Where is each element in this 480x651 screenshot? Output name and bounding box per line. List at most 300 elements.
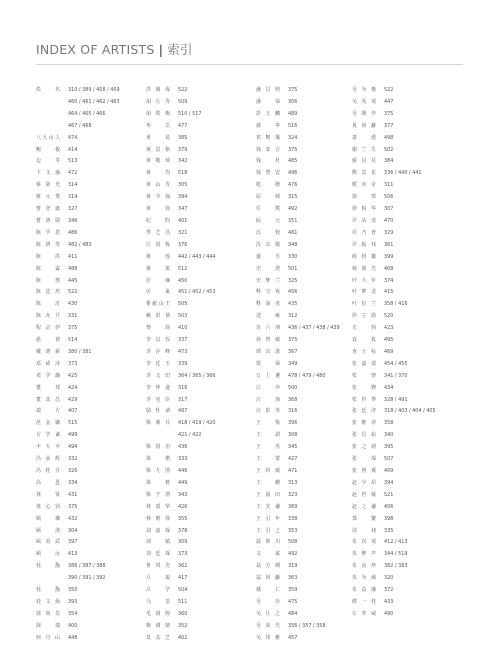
page-numbers: 521	[384, 491, 394, 498]
page-numbers: 369	[288, 503, 298, 510]
page-numbers: 307	[384, 206, 394, 213]
index-entry	[36, 406, 120, 418]
artist-name: 顾炎武	[36, 539, 60, 546]
page-numbers: 515	[68, 420, 78, 427]
index-entry	[146, 168, 216, 180]
page-numbers: 314	[68, 194, 78, 201]
artist-name: 陈洪	[36, 253, 60, 260]
index-entry	[146, 121, 216, 133]
artist-name: 万上遴	[256, 372, 280, 379]
page-numbers: 332	[68, 456, 78, 463]
artist-name: 梅调鼎	[146, 622, 170, 629]
index-column-2	[146, 85, 216, 645]
page-numbers: 481	[288, 229, 298, 236]
page-numbers: 512	[178, 265, 188, 272]
artist-name: 龚心钊	[36, 503, 60, 510]
artist-name: 蒋寓	[146, 265, 170, 272]
artist-name: 励杜讷	[146, 408, 170, 415]
index-entry	[146, 133, 216, 145]
page-numbers: 494	[68, 444, 78, 451]
artist-name: 孙智敏	[256, 337, 280, 344]
page-numbers: 411	[68, 253, 78, 260]
page-numbers: 418 / 419 / 420	[178, 420, 216, 427]
page-numbers: 407	[68, 408, 78, 415]
page-numbers: 400	[68, 622, 78, 629]
artist-name: 李存峰	[146, 348, 170, 355]
artist-name: 潘昌煦	[256, 87, 280, 93]
artist-name: 释深度	[256, 301, 280, 308]
index-entry	[146, 347, 216, 359]
artist-name: 尤钧	[352, 325, 376, 332]
index-entry	[36, 585, 120, 597]
page-numbers: 375	[384, 110, 394, 117]
index-entry	[352, 145, 436, 157]
index-entry	[352, 287, 436, 299]
index-entry	[36, 609, 120, 621]
page-numbers: 399	[384, 253, 394, 260]
page-numbers: 454 / 455	[384, 360, 408, 367]
artist-name: 冯桂芬	[36, 468, 60, 474]
artist-name: 郭尚先	[36, 610, 60, 617]
page-numbers: 464 / 465 / 466	[68, 110, 106, 117]
artist-name: 潘恭	[256, 98, 280, 105]
artist-name: 李宪臣	[146, 396, 170, 403]
artist-name: 鲁琪光	[146, 563, 170, 570]
artist-name: 蒋莲	[146, 253, 170, 260]
index-entry	[146, 383, 216, 395]
index-entry	[256, 335, 340, 347]
artist-name: 王先谦	[256, 503, 280, 510]
index-entry	[36, 168, 120, 180]
page-numbers: 469	[384, 348, 394, 355]
index-entry	[256, 180, 340, 192]
artist-name: 马荃	[146, 598, 170, 605]
index-entry	[256, 252, 340, 264]
page-numbers: 375	[68, 503, 78, 510]
page-numbers: 358	[384, 420, 394, 427]
page-numbers: 316	[288, 408, 298, 415]
index-entry	[256, 276, 340, 288]
artist-name: 陈允升	[36, 313, 60, 320]
page-numbers: 368	[288, 396, 298, 403]
index-entry	[146, 97, 216, 109]
page-numbers: 490	[384, 610, 394, 617]
artist-name: 王引之	[256, 527, 280, 534]
page-numbers: 345	[288, 444, 298, 451]
page-numbers: 338	[288, 515, 298, 522]
artist-name: 吕琨	[146, 575, 170, 582]
artist-name: 述庵	[256, 313, 280, 320]
page-numbers: 488	[68, 265, 78, 272]
index-entry	[36, 442, 120, 454]
index-entry	[256, 228, 340, 240]
index-entry	[256, 466, 340, 478]
index-entry	[146, 537, 216, 549]
page-numbers: 329	[384, 229, 394, 236]
index-entry	[352, 180, 436, 192]
artist-name: 陈璞	[36, 277, 60, 284]
artist-name: 吴伟雅	[256, 634, 280, 641]
artist-name: 梁楷	[146, 456, 170, 463]
page-numbers: 498	[384, 134, 394, 141]
page-numbers: 335	[384, 527, 394, 534]
artist-name: 梁梿	[146, 479, 170, 486]
artist-name: 顾璘	[36, 515, 60, 522]
page-numbers: 309	[178, 539, 188, 546]
page-numbers: 396	[288, 420, 298, 427]
artist-name: 彭玉麟	[256, 110, 280, 117]
page-numbers: 320	[384, 575, 394, 582]
index-entry	[256, 371, 340, 383]
page-numbers: 394	[178, 194, 188, 201]
page-numbers: 333	[178, 456, 188, 463]
page-numbers: 505	[178, 301, 188, 308]
index-entry	[352, 597, 436, 609]
artist-name: 赖洪禧	[146, 313, 170, 320]
index-entry	[256, 121, 340, 133]
header-rule	[36, 64, 463, 65]
index-entry	[352, 454, 436, 466]
artist-name: 居巢	[146, 289, 170, 296]
index-entry	[36, 299, 120, 311]
index-entry	[256, 430, 340, 442]
index-entry	[352, 514, 436, 526]
index-entry	[256, 156, 340, 168]
artist-name: 黄山寿	[146, 182, 170, 189]
page-numbers: 342	[178, 158, 188, 165]
index-entry	[352, 264, 436, 276]
page-numbers: 472	[68, 170, 78, 177]
index-entry	[36, 537, 120, 549]
index-entry	[352, 216, 436, 228]
page-numbers: 347	[178, 206, 188, 213]
artist-name: 熊亦奇	[352, 182, 376, 189]
index-entry	[36, 276, 120, 288]
artist-name: 赵少昂	[352, 479, 376, 486]
page-numbers: 414	[68, 146, 78, 153]
page-numbers: 393	[68, 598, 78, 605]
artist-name: 王鉴	[256, 420, 280, 427]
index-entry	[36, 252, 120, 264]
artist-name: 张之洞	[352, 444, 376, 451]
index-entry	[146, 609, 216, 621]
index-entry	[352, 442, 436, 454]
artist-name: 丰大卒	[36, 444, 60, 451]
index-entry	[146, 85, 216, 97]
artist-name: 桂馥	[36, 563, 60, 570]
index-entry	[146, 311, 216, 323]
index-entry	[256, 287, 340, 299]
page-numbers: 344 / 519	[384, 551, 408, 558]
page-numbers: 475	[288, 598, 298, 605]
artist-name: 查士标	[352, 348, 376, 355]
artist-name: 李文田	[146, 372, 170, 379]
index-entry	[256, 383, 340, 395]
index-entry	[146, 240, 216, 252]
page-numbers: 427	[288, 456, 298, 463]
index-entry	[256, 109, 340, 121]
page-numbers: 448	[68, 634, 78, 641]
index-entry	[256, 406, 340, 418]
title-chinese: 索引	[167, 42, 193, 57]
index-entry	[256, 537, 340, 549]
artist-name: 莫友芝	[146, 634, 170, 641]
page-numbers: 314	[68, 182, 78, 189]
index-entry	[36, 561, 120, 573]
artist-name: 赵之谦	[352, 503, 376, 510]
page-numbers: 330	[288, 253, 298, 260]
page-numbers: 445	[68, 277, 78, 284]
index-entry	[146, 502, 216, 514]
page-numbers: 379	[178, 146, 188, 153]
page-numbers: 385	[178, 134, 188, 141]
page-numbers: 522	[178, 87, 188, 93]
page-numbers: 324	[288, 134, 298, 141]
index-entry	[352, 168, 436, 180]
page-numbers: 311	[384, 182, 394, 189]
page-numbers: 513	[68, 158, 78, 165]
artist-name: 吴历	[256, 598, 280, 605]
page-numbers: 478 / 479 / 480	[288, 372, 326, 379]
artist-name: 王鹏	[256, 479, 280, 486]
index-entry	[36, 490, 120, 502]
artist-name: 边寿	[36, 158, 60, 165]
artist-name: 黄钧	[146, 206, 170, 213]
index-entry	[352, 109, 436, 121]
index-entry	[352, 228, 436, 240]
page-header	[36, 40, 193, 58]
artist-name: 盛昱	[256, 253, 280, 260]
artist-name: 毛润熙	[146, 610, 170, 617]
index-entry	[36, 204, 120, 216]
artist-name: 袁枚	[352, 337, 376, 344]
index-entry	[146, 573, 216, 585]
page-numbers: 432	[68, 515, 78, 522]
index-entry	[36, 216, 120, 228]
page-numbers: 522	[68, 289, 78, 296]
page-numbers: 473	[178, 348, 188, 355]
artist-name: 许从龙	[352, 217, 376, 224]
page-numbers: 375	[288, 146, 298, 153]
page-numbers: 429	[68, 396, 78, 403]
index-entry	[36, 573, 120, 585]
page-numbers: 413	[68, 551, 78, 558]
page-numbers: 325	[288, 277, 298, 284]
page-numbers: 476	[288, 182, 298, 189]
page-numbers: 304	[68, 527, 78, 534]
artist-name: 八大山人	[36, 134, 60, 141]
page-numbers: 502	[384, 146, 394, 153]
page-numbers: 489	[288, 110, 298, 117]
page-numbers: 507	[384, 456, 394, 463]
page-numbers: 401	[178, 217, 188, 224]
index-entry	[256, 502, 340, 514]
artist-name: 佚名	[36, 87, 60, 93]
page-numbers: 362	[178, 563, 188, 570]
index-entry	[352, 561, 436, 573]
artist-name: 屈邨	[256, 194, 280, 201]
artist-name: 翁方纲	[256, 563, 280, 570]
index-entry	[36, 371, 120, 383]
index-column-1	[36, 85, 120, 645]
artist-name: 叶大年	[352, 277, 376, 284]
index-entry	[146, 406, 216, 418]
artist-name: 沈宗敬	[256, 241, 280, 248]
index-entry	[36, 418, 120, 430]
page-numbers: 386 / 387 / 388	[68, 563, 106, 570]
page-numbers: 305	[178, 182, 188, 189]
page-numbers: 450	[178, 277, 188, 284]
index-entry	[36, 156, 120, 168]
index-entry	[352, 383, 436, 395]
page-numbers: 377	[384, 122, 394, 129]
index-entry	[146, 371, 216, 383]
artist-name: 慈禧	[36, 337, 60, 344]
page-numbers: 378	[178, 527, 188, 534]
index-entry	[146, 561, 216, 573]
artist-name: 龚贤	[36, 491, 60, 498]
page-numbers: 364 / 365 / 366	[178, 372, 216, 379]
artist-name: 阮元	[256, 217, 280, 224]
title-separator: |	[158, 42, 164, 57]
index-entry	[146, 621, 216, 633]
index-entry	[146, 442, 216, 454]
page-numbers: 425	[68, 372, 78, 379]
page-numbers: 341 / 370	[384, 372, 408, 379]
artist-name: 朱益藩	[352, 587, 376, 594]
index-entry	[146, 490, 216, 502]
index-entry	[256, 609, 340, 621]
page-numbers: 394	[384, 479, 394, 486]
page-numbers: 373	[68, 360, 78, 367]
artist-name: 顾沅	[36, 551, 60, 558]
index-entry	[256, 633, 340, 645]
artist-name: 鲍俊	[36, 146, 60, 153]
artist-name: 梁于渭	[146, 491, 170, 498]
index-entry	[352, 204, 436, 216]
index-entry	[36, 264, 120, 276]
index-entry	[36, 347, 120, 359]
page-numbers: 446	[178, 468, 188, 474]
artist-name: 林则徐	[146, 515, 170, 522]
artist-name: 吕学	[146, 587, 170, 594]
artist-name: 翁同龢	[256, 575, 280, 582]
index-entry	[256, 347, 340, 359]
artist-name: 汪亭	[256, 384, 280, 391]
index-entry	[256, 585, 340, 597]
index-entry	[256, 621, 340, 633]
index-entry	[36, 621, 120, 633]
artist-name: 黄易	[146, 134, 170, 141]
index-entry	[256, 204, 340, 216]
page-numbers: 352	[178, 622, 188, 629]
index-entry	[256, 454, 340, 466]
artist-name: 朱汝珍	[352, 563, 376, 570]
page-numbers: 349	[288, 360, 298, 367]
artist-name: 桂馥	[36, 587, 60, 594]
index-entry	[146, 478, 216, 490]
artist-name: 洪锡保	[146, 87, 170, 93]
page-numbers: 343	[178, 491, 188, 498]
page-numbers: 313	[288, 479, 298, 486]
artist-name: 顾洛	[36, 527, 60, 534]
page-numbers: 350	[68, 587, 78, 594]
index-entry	[146, 466, 216, 478]
index-entry	[352, 97, 436, 109]
artist-name: 曹鸿勋	[36, 217, 60, 224]
artist-name: 周昶	[352, 527, 376, 534]
artist-name: 汪洵	[256, 396, 280, 403]
artist-name: 黄景枢	[146, 146, 170, 153]
artist-name: 梁国治	[146, 444, 170, 451]
page-numbers: 327	[68, 206, 78, 213]
index-entry	[36, 85, 120, 97]
artist-name: 季芝昌	[146, 229, 170, 236]
artist-name: 史梦兰	[256, 277, 280, 284]
page-numbers: 321	[178, 229, 188, 236]
page-numbers: 382 / 383	[384, 563, 408, 570]
index-entry	[36, 383, 120, 395]
index-entry	[256, 145, 340, 157]
page-numbers: 482 / 483	[68, 241, 92, 248]
page-numbers: 319	[288, 563, 298, 570]
index-entry	[256, 549, 340, 561]
artist-name: 吴荣光	[256, 622, 280, 629]
page-numbers: 442 / 443 / 444	[178, 253, 216, 260]
page-numbers: 501	[288, 265, 298, 272]
index-entry	[146, 299, 216, 311]
artist-name: 汪彭寿	[256, 408, 280, 415]
index-entry	[352, 192, 436, 204]
page-numbers: 337	[178, 337, 188, 344]
page-numbers: 310 / 389 / 458 / 459	[68, 87, 120, 93]
index-entry	[146, 526, 216, 538]
index-entry	[36, 180, 120, 192]
artist-name: 薛绍徽	[352, 253, 376, 260]
index-entry	[352, 502, 436, 514]
index-entry	[36, 597, 120, 609]
page-numbers: 447	[384, 98, 394, 105]
page-numbers: 509	[178, 98, 188, 105]
artist-name: 铁保	[256, 360, 280, 367]
index-entry	[146, 264, 216, 276]
artist-name: 华岳	[146, 122, 170, 129]
page-numbers: 503	[178, 313, 188, 320]
page-numbers: 376	[178, 241, 188, 248]
artist-name: 史澄	[256, 265, 280, 272]
artist-name: 桂文灿	[36, 598, 60, 605]
artist-name: 乾隆	[256, 182, 280, 189]
artist-name: 纪昀	[146, 217, 170, 224]
index-entry	[256, 442, 340, 454]
artist-name: 海瑞	[36, 622, 60, 629]
page-numbers: 449	[178, 479, 188, 486]
artist-name: 蒲华	[256, 122, 280, 129]
index-columns	[36, 85, 466, 645]
artist-name: 端方	[36, 408, 60, 415]
artist-name: 刘镇	[146, 539, 170, 546]
index-entry	[352, 418, 436, 430]
artist-name: 邓咸泽	[36, 360, 60, 367]
page-numbers: 504	[178, 587, 188, 594]
page-numbers: 355	[178, 515, 188, 522]
artist-name: 胡公寿	[146, 98, 170, 105]
page-numbers: 390 / 391 / 392	[68, 575, 106, 582]
artist-name: 方学诚	[36, 432, 60, 439]
index-entry	[352, 549, 436, 561]
artist-name: 黄敬玚	[146, 158, 170, 165]
index-entry	[36, 549, 120, 561]
